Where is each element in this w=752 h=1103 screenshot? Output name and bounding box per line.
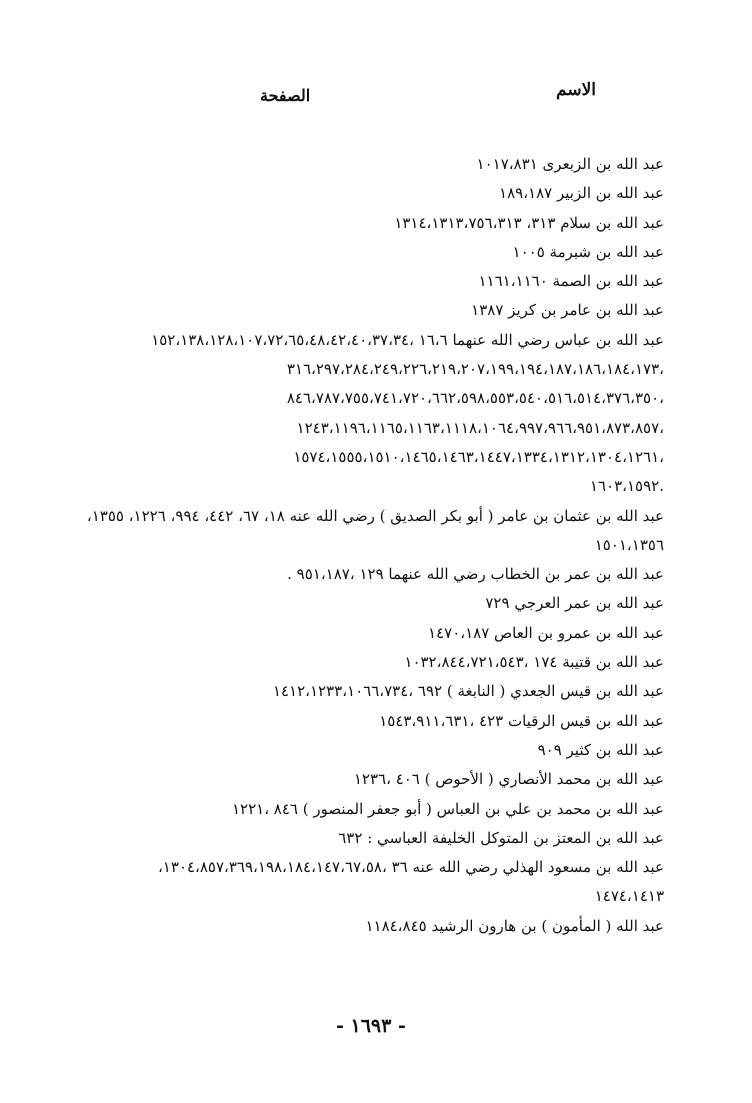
- index-line: عبد الله بن سلام ٣١٣، ١٣١٤،١٣١٣،٧٥٦،٣١٣: [394, 213, 664, 232]
- index-line: عبد الله بن عثمان بن عامر ( أبو بكر الصديق ) رضي الله عنه ١٨، ٦٧، ٤٤٢، ٩٩٤، ١٢٢٦، ١٣٥٥،: [86, 506, 664, 525]
- index-line: عبد الله ( المأمون ) بن هارون الرشيد ١١٨٤،٨٤٥: [365, 916, 664, 935]
- index-line-continuation: ١٥٠١،١٣٥٦: [594, 535, 664, 554]
- index-line-continuation: ،٣١٦،٢٩٧،٢٨٤،٢٤٩،٢٢٦،٢١٩،٢٠٧،١٩٩،١٩٤،١٨٧،١٨٦،١٨٤،١٧٣: [286, 360, 664, 379]
- index-line-continuation: ،١٢٤٣،١١٩٦،١١٦٥،١١٦٣،١١١٨،١٠٦٤،٩٩٧،٩٦٦،٩٥١،٨٧٣،٨٥٧: [296, 418, 664, 437]
- column-headers: [0, 80, 752, 110]
- page-number: - ١٦٩٣ -: [336, 1015, 406, 1037]
- index-line-continuation: .١٦٠٣،١٥٩٢: [589, 477, 664, 496]
- index-line: عبد الله بن قيس الجعدي ( النابغة ) ٦٩٢ ،١٤١٢،١٢٣٣،١٠٦٦،٧٣٤: [272, 682, 664, 701]
- index-entries: [84, 150, 664, 941]
- index-line-continuation: ،٨٤٦،٧٨٧،٧٥٥،٧٤١،٧٢٠،٦٦٢،٥٩٨،٥٥٣،٥٤٠،٥١٦،٥١٤،٣٧٦،٣٥٠: [286, 389, 664, 408]
- index-line: عبد الله بن الزبير ١٨٩،١٨٧: [499, 184, 664, 203]
- index-line-continuation: ١٤٧٤،١٤١٣: [594, 887, 664, 906]
- index-line: عبد الله بن قيس الرقيات ٤٢٣ ،١٥٤٣،٩١١،٦٣١: [379, 711, 664, 730]
- index-line: عبد الله بن عباس رضي الله عنهما ١٦،٦ ،١٥٢،١٣٨،١٢٨،١٠٧،٧٢،٦٥،٤٨،٤٢،٤٠،٣٧،٣٤: [151, 330, 664, 349]
- index-line: عبد الله بن كثير ٩٠٩: [537, 740, 664, 759]
- index-line: عبد الله بن محمد بن علي بن العباس ( أبو جعفر المنصور ) ٨٤٦ ،١٢٢١: [231, 799, 664, 818]
- index-line: عبد الله بن عامر بن كريز ١٣٨٧: [471, 301, 664, 320]
- index-line: عبد الله بن قتيبة ١٧٤ ،١٠٣٢،٨٤٤،٧٢١،٥٤٣: [404, 653, 664, 672]
- index-line: عبد الله بن عمر بن الخطاب رضي الله عنهما ١٢٩ ،٩٥١،١٨٧ .: [287, 565, 664, 584]
- page-column-header: الصفحة: [260, 86, 311, 105]
- index-line: عبد الله بن شبرمة ١٠٠٥: [512, 242, 664, 261]
- index-line: عبد الله بن الزبعرى ١٠١٧،٨٣١: [476, 155, 664, 173]
- index-line: عبد الله بن محمد الأنصاري ( الأحوص ) ٤٠٦ ،١٢٣٦: [353, 770, 664, 789]
- index-line-continuation: ،١٥٧٤،١٥٥٥،١٥١٠،١٤٦٥،١٤٦٣،١٤٤٧،١٣٣٤،١٣١٢،١٣٠٤،١٢٦١: [293, 447, 664, 466]
- index-line: عبد الله بن المعتز بن المتوكل الخليفة العباسي : ٦٣٢: [338, 828, 664, 847]
- index-line: عبد الله بن مسعود الهذلي رضي الله عنه ٣٦ ،١٣٠٤،٨٥٧،٣٦٩،١٩٨،١٨٤،١٤٧،٦٧،٥٨،: [157, 858, 664, 877]
- name-column-header: الاسم: [556, 80, 596, 100]
- index-line: عبد الله بن الصمة ١١٦١،١١٦٠: [478, 272, 664, 291]
- index-line: عبد الله بن عمرو بن العاص ١٤٧٠،١٨٧: [428, 623, 664, 642]
- index-line: عبد الله بن عمر العرجي ٧٢٩: [485, 594, 664, 613]
